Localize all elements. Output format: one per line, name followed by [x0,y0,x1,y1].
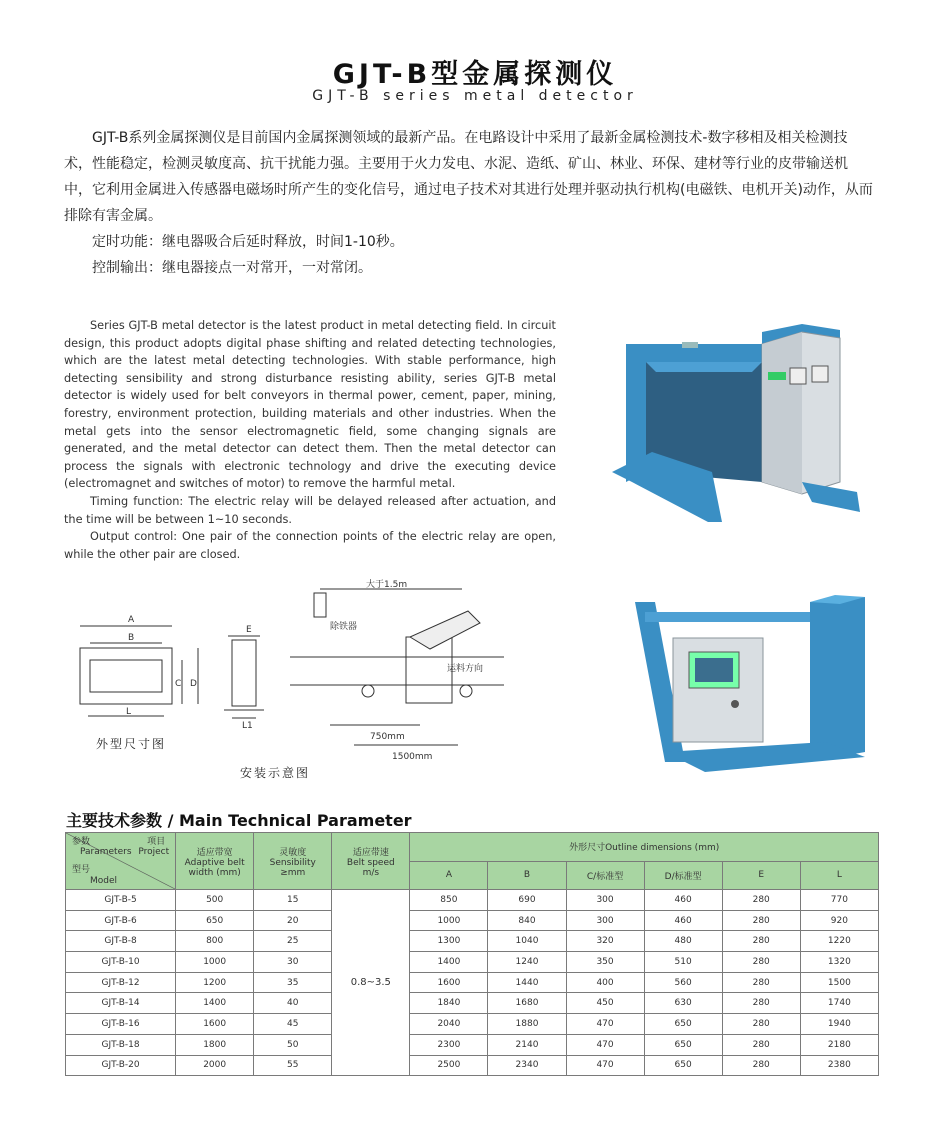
flow-direction-label: 运料方向 [447,664,484,674]
table-row [66,1055,879,1076]
intro-cn-paragraph: GJT-B系列金属探测仪是目前国内金属探测领域的最新产品。在电路设计中采用了最新金属检测技术-数字移相及相关检测技术，性能稳定，检测灵敏度高、抗干扰能力强。主要用于火力发电、水泥、造纸、矿山、林业、环保、建材等行业的皮带输送机中，它利用金属进入传感器电磁场时所产生的变化信号，通过电子技术对其进行处理并驱动执行机构(电磁铁、电机开关)动作，从而排除有害金属。 [64,130,873,224]
cell-c: 400 [566,972,644,993]
cell-a: 1400 [410,952,488,973]
control-cabinet-photo [625,592,875,777]
cell-b: 1240 [488,952,566,973]
cell-belt-width: 800 [176,931,254,952]
cell-belt-width: 1400 [176,993,254,1014]
header-belt-width [176,833,254,890]
cell-sensibility: 30 [254,952,332,973]
cell-a: 1600 [410,972,488,993]
cell-model: GJT-B-6 [66,910,176,931]
cell-model: GJT-B-16 [66,1014,176,1035]
header-sensibility-unit: ≥mm [280,867,306,878]
dim-l1-label: L1 [242,721,253,731]
page-subtitle: GJT-B series metal detector [312,88,638,104]
dim-a-label: A [128,615,135,625]
cell-l: 1940 [800,1014,878,1035]
header-belt-speed-unit: m/s [362,867,380,878]
cell-model: GJT-B-14 [66,993,176,1014]
header-col-e: E [722,861,800,890]
cell-d: 460 [644,890,722,911]
dim-d-label: D [190,679,197,689]
dim-l-label: L [126,707,132,717]
table-row [66,890,879,911]
cell-sensibility: 55 [254,1055,332,1076]
cell-c: 470 [566,1014,644,1035]
cell-a: 2300 [410,1034,488,1055]
spec-table-body [66,890,879,1076]
cell-model: GJT-B-5 [66,890,176,911]
spacing-1500-label: 1500mm [392,752,433,762]
cell-sensibility: 25 [254,931,332,952]
cell-belt-speed: 0.8~3.5 [332,890,410,1076]
table-row [66,952,879,973]
cell-belt-width: 1000 [176,952,254,973]
cell-c: 300 [566,910,644,931]
header-belt-width-unit: width (mm) [188,867,241,878]
cell-b: 1440 [488,972,566,993]
cell-b: 1680 [488,993,566,1014]
iron-remover-label: 除铁器 [330,622,358,632]
cell-sensibility: 50 [254,1034,332,1055]
cell-b: 2140 [488,1034,566,1055]
cell-d: 560 [644,972,722,993]
header-col-l: L [800,861,878,890]
cell-a: 1300 [410,931,488,952]
table-row [66,1034,879,1055]
header-belt-speed-cn: 适应带速 [352,847,389,858]
spec-table [65,832,879,1076]
header-sensibility-cn: 灵敏度 [279,847,307,858]
cell-l: 770 [800,890,878,911]
intro-en-timing: Timing function: The electric relay will be delayed released after actuation, and the time will be between 1~10 seconds. [64,494,556,526]
installation-drawing [290,575,510,765]
cell-e: 280 [722,1034,800,1055]
header-belt-width-cn: 适应带宽 [196,847,233,858]
outline-dimension-drawing [66,610,276,745]
cell-e: 280 [722,993,800,1014]
cell-belt-width: 1200 [176,972,254,993]
cell-a: 2500 [410,1055,488,1076]
header-outline-dimensions: 外形尺寸Outline dimensions (mm) [410,833,879,862]
cell-b: 840 [488,910,566,931]
cell-l: 1320 [800,952,878,973]
cell-l: 1500 [800,972,878,993]
header-col-d: D/标准型 [644,861,722,890]
cell-b: 1040 [488,931,566,952]
cell-c: 350 [566,952,644,973]
cell-l: 2380 [800,1055,878,1076]
page-title: GJT-B型金属探测仪 [332,59,618,90]
cell-e: 280 [722,952,800,973]
header-sensibility-en: Sensibility [269,857,316,868]
intro-cn-timing: 定时功能：继电器吸合后延时释放，时间1-10秒。 [92,234,404,250]
cell-model: GJT-B-10 [66,952,176,973]
intro-english [64,317,556,563]
cell-c: 450 [566,993,644,1014]
intro-en-paragraph: Series GJT-B metal detector is the latest product in metal detecting field. In circuit design, this product adopts digital phase shifting and related detecting technologies, which are the latest metal detecting technologies. With stable performance, high detecting sensibility and strong disturbance resisting ability, series GJT-B metal detector is widely used for belt conveyors in thermal power, cement, paper, mining, forestry, environment protection, building materials and other industries. When the metal gets into the sensor electromagnetic field, some changing signals are generated, and the metal detector can detect them. Then the metal detector can process the signals with electronic technology and drive the executing device (electromagnet and switches of motor) to remove the harmful metal. [64,319,556,491]
cell-e: 280 [722,972,800,993]
dim-c-label: C [175,679,182,689]
cell-d: 630 [644,993,722,1014]
header-col-c: C/标准型 [566,861,644,890]
cell-c: 470 [566,1034,644,1055]
cell-belt-width: 2000 [176,1055,254,1076]
table-row [66,993,879,1014]
cell-a: 1840 [410,993,488,1014]
spacing-750-label: 750mm [370,732,405,742]
table-row [66,910,879,931]
header-belt-speed-en: Belt speed [346,857,395,868]
table-row [66,931,879,952]
cell-d: 510 [644,952,722,973]
installation-caption: 安装示意图 [240,766,311,780]
cell-d: 480 [644,931,722,952]
header-belt-speed [332,833,410,890]
cell-belt-width: 650 [176,910,254,931]
intro-cn-output: 控制输出：继电器接点一对常开，一对常闭。 [92,260,372,276]
intro-en-output: Output control: One pair of the connection points of the electric relay are open, while the other pair are closed. [64,530,556,561]
cell-c: 300 [566,890,644,911]
header-sensibility [254,833,332,890]
header-belt-width-en: Adaptive belt [184,857,245,868]
corner-params-cn: 参数 [72,837,91,847]
cell-e: 280 [722,1055,800,1076]
cell-sensibility: 35 [254,972,332,993]
cell-d: 650 [644,1034,722,1055]
cell-b: 690 [488,890,566,911]
cell-belt-width: 1800 [176,1034,254,1055]
corner-model-cn: 型号 [72,865,91,875]
cell-d: 650 [644,1014,722,1035]
corner-model-en: Model [90,876,118,886]
corner-project-cn: 项目 [147,837,166,847]
cell-e: 280 [722,890,800,911]
cell-e: 280 [722,931,800,952]
cell-b: 1880 [488,1014,566,1035]
cell-b: 2340 [488,1055,566,1076]
intro-chinese [64,125,874,281]
spec-title: 主要技术参数 / Main Technical Parameter [66,811,412,830]
cell-l: 1220 [800,931,878,952]
cell-a: 850 [410,890,488,911]
dim-b-label: B [128,633,135,643]
cell-sensibility: 15 [254,890,332,911]
cell-l: 2180 [800,1034,878,1055]
table-row [66,1014,879,1035]
cell-d: 460 [644,910,722,931]
cell-belt-width: 1600 [176,1014,254,1035]
header-col-a: A [410,861,488,890]
table-row [66,972,879,993]
cell-c: 470 [566,1055,644,1076]
cell-belt-width: 500 [176,890,254,911]
cell-sensibility: 45 [254,1014,332,1035]
corner-project-en: Project [138,847,170,857]
distance-label: 大于1.5m [366,580,408,590]
cell-sensibility: 20 [254,910,332,931]
cell-a: 1000 [410,910,488,931]
cell-model: GJT-B-20 [66,1055,176,1076]
outline-caption: 外型尺寸图 [96,737,167,751]
cell-c: 320 [566,931,644,952]
cell-e: 280 [722,910,800,931]
cell-d: 650 [644,1055,722,1076]
header-corner [66,833,176,890]
cell-l: 1740 [800,993,878,1014]
cell-a: 2040 [410,1014,488,1035]
cell-sensibility: 40 [254,993,332,1014]
metal-detector-photo [612,322,872,522]
cell-model: GJT-B-18 [66,1034,176,1055]
cell-model: GJT-B-12 [66,972,176,993]
cell-l: 920 [800,910,878,931]
dim-e-label: E [246,625,252,635]
cell-e: 280 [722,1014,800,1035]
header-col-b: B [488,861,566,890]
corner-params-en: Parameters [80,847,132,857]
cell-model: GJT-B-8 [66,931,176,952]
